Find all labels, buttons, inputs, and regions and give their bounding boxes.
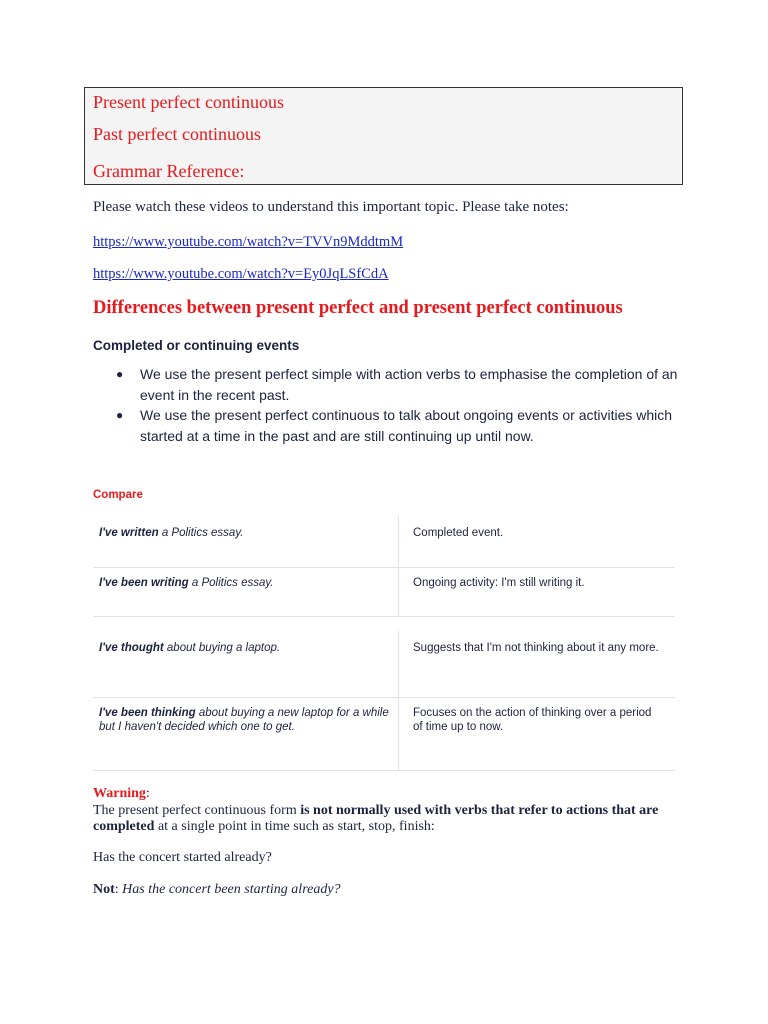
table-cell-explanation: Completed event. xyxy=(413,527,504,539)
not-colon: : xyxy=(114,882,123,897)
example-rest: a Politics essay. xyxy=(188,577,274,589)
warning-colon: : xyxy=(145,786,150,801)
table-cell-explanation: Focuses on the action of thinking over a period of time up to now. xyxy=(413,707,652,733)
table-cell-example xyxy=(99,526,394,540)
table-cell-explanation: Ongoing activity: I'm still writing it. xyxy=(413,577,585,589)
table-cell-example xyxy=(99,576,394,590)
bullet-item xyxy=(93,405,683,446)
table-row xyxy=(93,516,675,568)
incorrect-example xyxy=(93,882,341,898)
example-verb: I've been thinking xyxy=(99,707,196,719)
table-cell-example xyxy=(99,706,394,734)
video-link-2[interactable]: https://www.youtube.com/watch?v=Ey0JqLSfCdA xyxy=(93,266,389,282)
title-box xyxy=(84,87,683,185)
title-grammar-reference: Grammar Reference: xyxy=(93,161,245,181)
table-row xyxy=(93,631,675,698)
not-label: Not xyxy=(93,882,115,897)
example-verb: I've written xyxy=(99,527,159,539)
warning-text-after: at a single point in time such as start, stop, finish: xyxy=(154,819,435,834)
intro-text: Please watch these videos to understand this important topic. Please take notes: xyxy=(93,199,569,215)
example-rest: about buying a laptop. xyxy=(163,642,281,654)
bullet-dot-icon: ● xyxy=(116,367,124,381)
title-present-perfect-continuous: Present perfect continuous xyxy=(93,92,284,112)
warning-block xyxy=(93,786,683,836)
warning-text-before: The present perfect continuous form xyxy=(93,802,301,818)
not-example-text: Has the concert been starting already? xyxy=(122,882,341,897)
bullet-text: We use the present perfect simple with action verbs to emphasise the completion of an event in the recent past. xyxy=(140,366,678,403)
bullet-text: We use the present perfect continuous to talk about ongoing events or activities which started at a time in the past and are still continuing up until now. xyxy=(140,407,673,444)
warning-label: Warning xyxy=(93,786,146,801)
video-link-1[interactable]: https://www.youtube.com/watch?v=TVVn9MddtmM xyxy=(93,234,404,250)
correct-example: Has the concert started already? xyxy=(93,850,272,865)
title-past-perfect-continuous: Past perfect continuous xyxy=(93,124,261,144)
section-heading: Differences between present perfect and present perfect continuous xyxy=(93,298,623,318)
bullet-list xyxy=(93,364,683,446)
bullet-dot-icon: ● xyxy=(116,408,124,422)
example-rest: about buying a new laptop for a while but I haven't decided which one to get. xyxy=(99,707,389,733)
example-verb: I've been writing xyxy=(99,577,189,589)
table-row xyxy=(93,697,675,771)
example-rest: a Politics essay. xyxy=(158,527,244,539)
warning-text-bold: is not normally used with verbs that refer to actions that are completed xyxy=(93,802,659,834)
bullet-item xyxy=(93,364,683,405)
table-row xyxy=(93,567,675,617)
table-cell-explanation: Suggests that I'm not thinking about it any more. xyxy=(413,642,659,654)
compare-label: Compare xyxy=(93,489,143,501)
example-verb: I've thought xyxy=(99,642,164,654)
table-cell-example xyxy=(99,641,394,655)
subheading: Completed or continuing events xyxy=(93,338,300,353)
